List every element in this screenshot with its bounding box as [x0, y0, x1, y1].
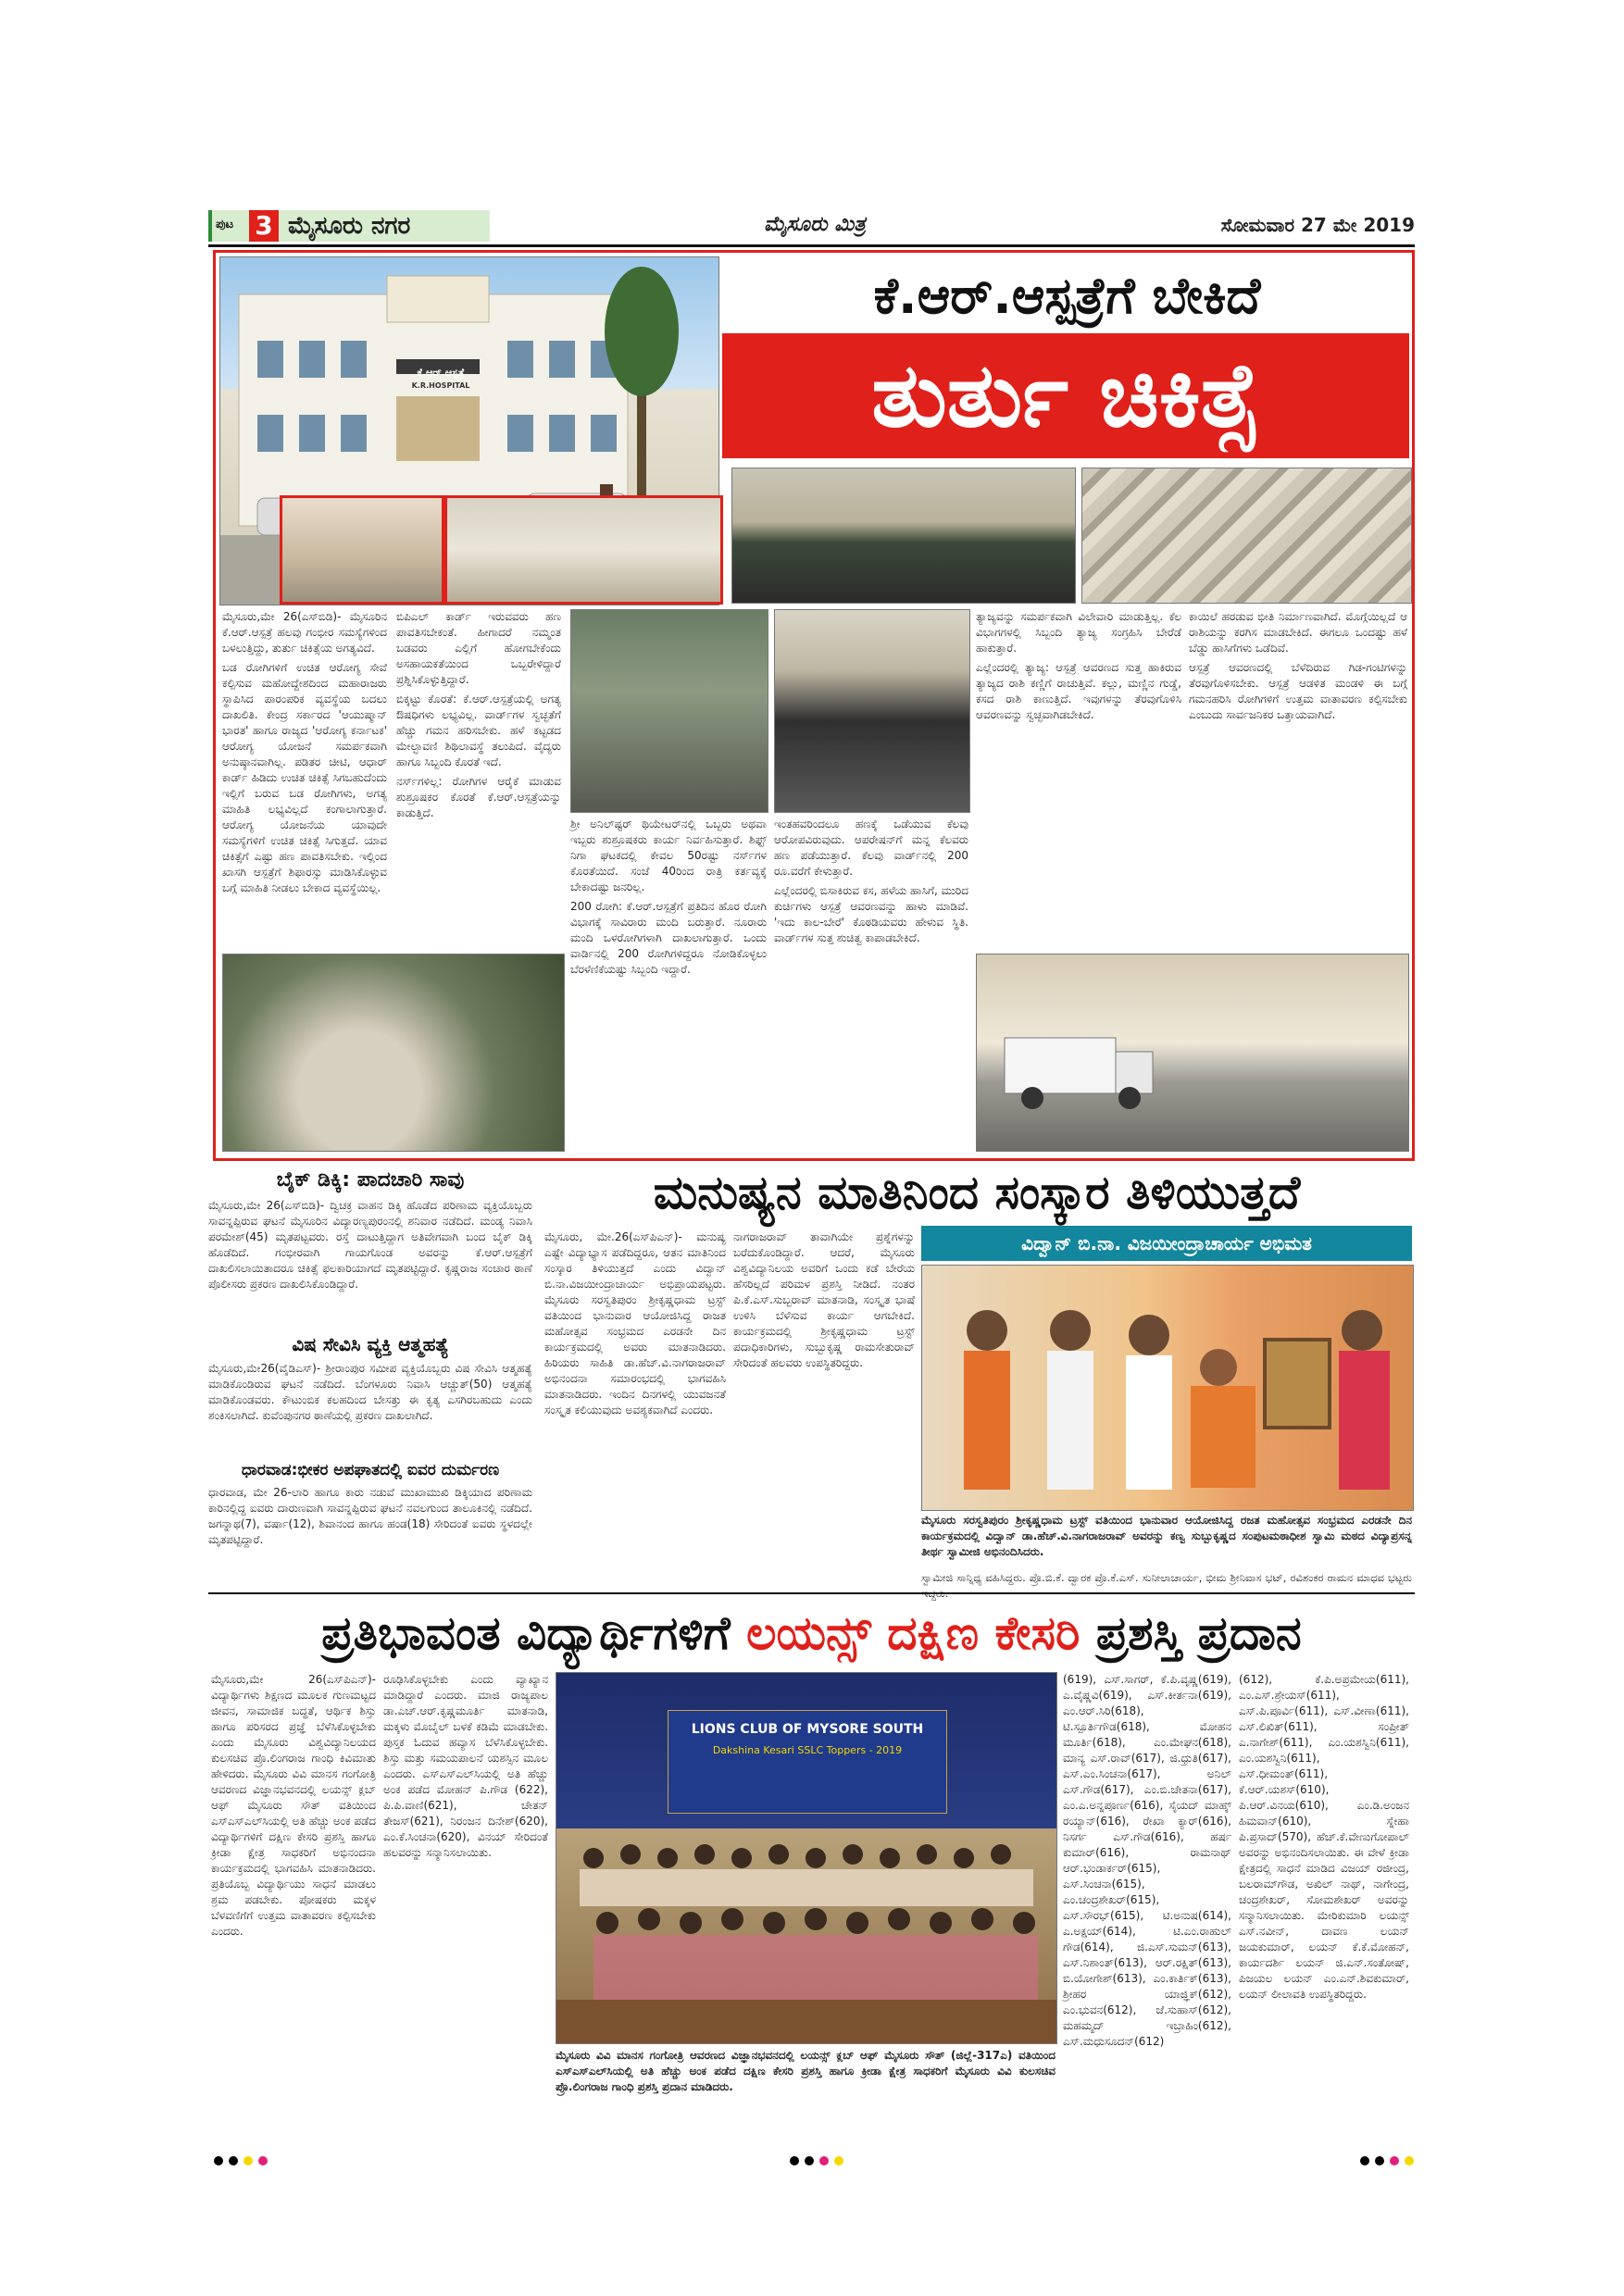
story1-col6 [1189, 609, 1407, 926]
story2-subhead: ವಿದ್ವಾನ್ ಬಿ.ನಾ. ವಿಜಯೀಂದ್ರಾಚಾರ್ಯ ಅಭಿಮತ [921, 1226, 1412, 1261]
story3-headline-part1: ಪ್ರತಿಭಾವಂತ ವಿದ್ಯಾರ್ಥಿಗಳಿಗೆ [321, 1606, 731, 1660]
felicitation-photo [921, 1265, 1414, 1511]
story1-col2 [396, 609, 561, 944]
story1-col4-para1: ಇಂತಹವರಿಂದಲೂ ಹಣಕ್ಕೆ ಒಡೆಯುವ ಕೆಲವು ಆರೋಪವಿರುವುದು. ಆಪರೇಷನ್‌ಗೆ ಮನ್ನ ಕೆಲವರು ಹಣ ಪಡೆಯುತ್ತಾರೆ. ಕೆಲವು ವಾರ್ಡ್‌ನಲ್ಲಿ 200 ರೂ.ವರೆಗೆ ಕೇಳುತ್ತಾರೆ. [774, 817, 968, 878]
story1-col5-para2: ಎಲ್ಲೆಂದರಲ್ಲಿ ತ್ಯಾಜ್ಯ: ಆಸ್ಪತ್ರೆ ಆವರಣದ ಸುತ್ತ ಹಾಕಿರುವ ತ್ಯಾಜ್ಯದ ರಾಶಿ ಕಣ್ಣಿಗೆ ರಾಚುತ್ತಿವೆ. ಕಲ್ಲು, ಮಣ್ಣಿನ ಗುಡ್ಡೆ, ಕಸದ ರಾಶಿ ಕಾಣುತ್ತಿದೆ. ಇವುಗಳನ್ನು ತೆರವುಗೊಳಿಸಿ ಆವರಣವನ್ನು ಸ್ವಚ್ಛವಾಗಿಡಬೇಕಿದೆ. [976, 661, 1181, 721]
students-illustration [556, 1673, 1056, 2043]
story1-col2-para2: ಬಿಕ್ಕಟ್ಟು ಕೊರತೆ: ಕೆ.ಆರ್.ಆಸ್ಪತ್ರೆಯಲ್ಲಿ ಅಗತ್ಯ ಔಷಧಿಗಳು ಲಭ್ಯವಿಲ್ಲ. ವಾರ್ಡ್‌ಗಳ ಸ್ವಚ್ಛತೆಗೆ ಹೆಚ್ಚು ಗಮನ ಹರಿಸಬೇಕು. ಹಳೆ ಕಟ್ಟಡದ ಮೇಲ್ಛಾವಣಿ ಶಿಥಿಲಾವಸ್ಥೆ ತಲುಪಿದೆ. ವೈದ್ಯರು ಹಾಗೂ ಸಿಬ್ಬಂದಿ ಕೊರತೆ ಇದೆ. [396, 693, 561, 768]
rubble-photo [1081, 468, 1412, 604]
mattress-pile-photo [774, 609, 970, 813]
story1-col5-para1: ತ್ಯಾಜ್ಯವನ್ನು ಸಮರ್ಪಕವಾಗಿ ವಿಲೇವಾರಿ ಮಾಡುತ್ತಿಲ್ಲ. ಕೆಲ ವಿಭಾಗಗಳಲ್ಲಿ ಸಿಬ್ಬಂದಿ ತ್ಯಾಜ್ಯ ಸಂಗ್ರಹಿಸಿ ಬೇರೆಡೆ ಹಾಕುತ್ತಾರೆ. [976, 610, 1181, 655]
broken-chairs-photo [570, 609, 768, 813]
story3-headline-part3: ಪ್ರಶಸ್ತಿ ಪ್ರದಾನ [1095, 1606, 1302, 1660]
brief3-title: ಧಾರವಾಡ:ಭೀಕರ ಅಪಘಾತದಲ್ಲಿ ಐವರ ದುರ್ಮರಣ [241, 1461, 500, 1479]
garbage-bags-photo [731, 468, 1076, 604]
brief1-text: ಮೈಸೂರು,ಮೇ 26(ಎಸ್‌ಬಿಡಿ)- ದ್ವಿಚಕ್ರ ವಾಹನ ಡಿಕ್ಕಿ ಹೊಡೆದ ಪರಿಣಾಮ ವ್ಯಕ್ತಿಯೊಬ್ಬರು ಸಾವನ್ನಪ್ಪಿರುವ ಘಟನೆ ಮೈಸೂರಿನ ವಿದ್ಯಾರಣ್ಯಪುರಂನಲ್ಲಿ ಶನಿವಾರ ನಡೆದಿದೆ. ಮಂಡ್ಯ ನಿವಾಸಿ ಪರಮೇಶ್(45) ಮೃತಪಟ್ಟವರು. ರಸ್ತೆ ದಾಟುತ್ತಿದ್ದಾಗ ಅತಿವೇಗವಾಗಿ ಬಂದ ಬೈಕ್ ಡಿಕ್ಕಿ ಹೊಡೆದಿದೆ. ಗಂಭೀರವಾಗಿ ಗಾಯಗೊಂಡ ಅವರನ್ನು ಕೆ.ಆರ್.ಆಸ್ಪತ್ರೆಗೆ ದಾಖಲಿಸಲಾಯಿತಾದರೂ ಚಿಕಿತ್ಸೆ ಫಲಕಾರಿಯಾಗದೆ ಮೃತಪಟ್ಟಿದ್ದಾರೆ. ಕೃಷ್ಣರಾಜ ಸಂಚಾರ ಠಾಣೆ ಪೊಲೀಸರು ಪ್ರಕರಣ ದಾಖಲಿಸಿಕೊಂಡಿದ್ದಾರೆ. [208, 1199, 532, 1291]
story1-col4-para2: ಎಲ್ಲೆಂದರಲ್ಲಿ ಬಿಸಾಕಿರುವ ಕಸ, ಹಳೆಯ ಹಾಸಿಗೆ, ಮುರಿದ ಕುರ್ಚಿಗಳು ಆಸ್ಪತ್ರೆ ಆವರಣವನ್ನು ಹಾಳು ಮಾಡಿವೆ. 'ಇದು ಕಾಲ-ಬೇರೆ' ಕೊಠಡಿಯವರು ಹೇಳುವ ಸ್ಥಿತಿ. ವಾರ್ಡ್‌ಗಳ ಸುತ್ತ ಶುಚಿತ್ವ ಕಾಪಾಡಬೇಕಿದೆ. [774, 884, 968, 944]
story1-col1 [222, 609, 387, 944]
hospital-sign-english: K.R.HOSPITAL [411, 381, 470, 390]
story1-col3-para2: 200 ರೋಗಿ: ಕೆ.ಆರ್.ಆಸ್ಪತ್ರೆಗೆ ಪ್ರತಿದಿನ ಹೊರ ರೋಗಿ ವಿಭಾಗಕ್ಕೆ ಸಾವಿರಾರು ಮಂದಿ ಬರುತ್ತಾರೆ. ನೂರಾರು ಮಂದಿ ಒಳರೋಗಿಗಳಾಗಿ ದಾಖಲಾಗುತ್ತಾರೆ. ಒಂದು ವಾರ್ಡಿನಲ್ಲಿ 200 ರೋಗಿಗಳಿದ್ದರೂ ನೋಡಿಕೊಳ್ಳಲು ಬೆರಳೆಣಿಕೆಯಷ್ಟು ಸಿಬ್ಬಂದಿ ಇದ್ದಾರೆ. [570, 900, 767, 976]
debris-garden-photo [222, 954, 565, 1152]
registration-marks-center [787, 2152, 846, 2169]
story1-col2-para1: ಬಿಪಿಎಲ್ ಕಾರ್ಡ್ ಇರುವವರು ಹಣ ಪಾವತಿಸಬೇಕಂತೆ. ಹೀಗಾದರೆ ನಮ್ಮಂತ ಬಡವರು ಎಲ್ಲಿಗೆ ಹೋಗಬೇಕೆಂದು ಅಸಹಾಯಕತೆಯಿಂದ ಒಬ್ಬರೇಳಿದ್ದಾರೆ ಪ್ರಶ್ನಿಸಿಕೊಳ್ಳುತ್ತಿದ್ದಾರೆ. [396, 610, 561, 686]
page-label: ಪುಟ [216, 218, 234, 231]
masthead-rule [208, 244, 1415, 247]
lions-banner-title: LIONS CLUB OF MYSORE SOUTH [691, 1722, 924, 1737]
lions-banner-line: Dakshina Kesari SSLC Toppers - 2019 [712, 1744, 903, 1756]
story3-col1: ಮೈಸೂರು,ಮೇ 26(ಎಸ್‌ಪಿಎನ್)- ವಿದ್ಯಾರ್ಥಿಗಳು ಶಿಕ್ಷಣದ ಮೂಲಕ ಗುಣಮಟ್ಟದ ಜೀವನ, ಸಾಮಾಜಿಕ ಬದ್ಧತೆ, ಆರ್ಥಿಕ ಶಿಸ್ತು ಹಾಗೂ ಪರಿಸರದ ಪ್ರಜ್ಞೆ ಬೆಳೆಸಿಕೊಳ್ಳಬೇಕು ಎಂದು ಮೈಸೂರು ವಿಶ್ವವಿದ್ಯಾನಿಲಯದ ಕುಲಸಚಿವ ಪ್ರೊ.ಲಿಂಗರಾಜ ಗಾಂಧಿ ಕಿವಿಮಾತು ಹೇಳಿದರು. ಮೈಸೂರು ವಿವಿ ಮಾನಸ ಗಂಗೋತ್ರಿ ಆವರಣದ ವಿಜ್ಞಾನಭವನದಲ್ಲಿ ಲಯನ್ಸ್ ಕ್ಲಬ್ ಆಫ್ ಮೈಸೂರು ಸೌತ್ ವತಿಯಿಂದ ಎಸ್‌ಎಸ್‌ಎಲ್‌ಸಿಯಲ್ಲಿ ಅತಿ ಹೆಚ್ಚು ಅಂಕ ಪಡೆದ ವಿದ್ಯಾರ್ಥಿಗಳಿಗೆ ದಕ್ಷಿಣ ಕೇಸರಿ ಪ್ರಶಸ್ತಿ ಹಾಗೂ ಕ್ರೀಡಾ ಕ್ಷೇತ್ರ ಸಾಧಕರಿಗೆ ಅಭಿನಂದನಾ ಕಾರ್ಯಕ್ರಮದಲ್ಲಿ ಭಾಗವಹಿಸಿ ಮಾತನಾಡಿದರು. ಪ್ರತಿಯೊಬ್ಬ ವಿದ್ಯಾರ್ಥಿಯು ಸಾಧನೆ ಮಾಡಲು ಶ್ರಮ ಪಡಬೇಕು. ಪೋಷಕರು ಮಕ್ಕಳ ಬೆಳವಣಿಗೆಗೆ ಉತ್ತಮ ವಾತಾವರಣ ಕಲ್ಪಿಸಬೇಕು ಎಂದರು. [211, 1673, 376, 1938]
vehicle-courtyard-photo [976, 954, 1409, 1152]
section-title: ಮೈಸೂರು ನಗರ [288, 212, 411, 240]
story1-col6-para1: ಕಾಯಿಲೆ ಹರಡುವ ಭೀತಿ ನಿರ್ಮಾಣವಾಗಿದೆ. ಮೊಗ್ಗೆಯಿಲ್ಲದೆ ಆ ರಾಶಿಯನ್ನು ಕರಗಿಸ ಮಾಡಬೇಕಿದೆ. ಈಗಲೂ ಒಂದಷ್ಟು ಹಳೆ ಬೆಡ್ಡು ಹಾಸಿಗೆಗಳು ಒಡೆದಿವೆ. [1189, 610, 1407, 655]
paper-name: ಮೈಸೂರು ಮಿತ್ರ [764, 212, 866, 236]
story2-col1: ಮೈಸೂರು, ಮೇ.26(ಎಸ್‌ಪಿಎನ್)- ಮನುಷ್ಯ ಎಷ್ಟೇ ವಿದ್ಯಾಭ್ಯಾಸ ಪಡೆದಿದ್ದರೂ, ಆತನ ಮಾತಿನಿಂದ ಸಂಸ್ಕಾರ ತಿಳಿಯುತ್ತದೆ ಎಂದು ವಿದ್ವಾನ್ ಬಿ.ನಾ.ವಿಜಯೀಂದ್ರಾಚಾರ್ಯ ಅಭಿಪ್ರಾಯಪಟ್ಟರು. ಮೈಸೂರು ಸರಸ್ವತಿಪುರಂ ಶ್ರೀಕೃಷ್ಣಧಾಮ ಟ್ರಸ್ಟ್ ವತಿಯಿಂದ ಭಾನುವಾರ ಆಯೋಜಿಸಿದ್ದ ರಾಜತ ಮಹೋತ್ಸವ ಸಂಭ್ರಮದ ಎರಡನೇ ದಿನ ಕಾರ್ಯಕ್ರಮದಲ್ಲಿ ಅವರು ಮಾತನಾಡಿದರು. ಹಿರಿಯರು ಸಾಹಿತಿ ಡಾ.ಹೆಚ್.ವಿ.ನಾಗರಾಜರಾವ್ ಅಭಿನಂದನಾ ಸಮಾರಂಭದಲ್ಲಿ ಭಾಗವಹಿಸಿ ಮಾತನಾಡಿದರು. ಇಂದಿನ ದಿನಗಳಲ್ಲಿ ಯುವಜನತೆ ಸಂಸ್ಕೃತ ಕಲಿಯುವುದು ಅವಶ್ಯಕವಾಗಿದೆ ಎಂದರು. [544, 1230, 726, 1416]
brief2-title: ವಿಷ ಸೇವಿಸಿ ವ್ಯಕ್ತಿ ಆತ್ಮಹತ್ಯೆ [292, 1333, 449, 1355]
story3-photo-caption: ಮೈಸೂರು ವಿವಿ ಮಾನಸ ಗಂಗೋತ್ರಿ ಆವರಣದ ವಿಜ್ಞಾನಭವನದಲ್ಲಿ ಲಯನ್ಸ್ ಕ್ಲಬ್ ಆಫ್ ಮೈಸೂರು ಸೌತ್ (ಜಿಲ್ಲೆ-317ಎ) ವತಿಯಿಂದ ಎಸ್‌ಎಸ್‌ಎಲ್‌ಸಿಯಲ್ಲಿ ಅತಿ ಹೆಚ್ಚು ಅಂಕ ಪಡೆದ ದಕ್ಷಿಣ ಕೇಸರಿ ಪ್ರಶಸ್ತಿ ಹಾಗೂ ಕ್ರೀಡಾ ಕ್ಷೇತ್ರ ಸಾಧಕರಿಗೆ ಮೈಸೂರು ವಿವಿ ಕುಲಸಚಿವ ಪ್ರೊ.ಲಿಂಗರಾಜ ಗಾಂಧಿ ಪ್ರಶಸ್ತಿ ಪ್ರದಾನ ಮಾಡಿದರು. [556, 2049, 1056, 2093]
felicitation-illustration [922, 1266, 1413, 1510]
story1-col2-para3: ನರ್ಸ್‌ಗಳಿಲ್ಲ: ರೋಗಿಗಳ ಆರೈಕೆ ಮಾಡುವ ಶುಶ್ರೂಷಕರ ಕೊರತೆ ಕೆ.ಆರ್.ಆಸ್ಪತ್ರೆಯನ್ನು ಕಾಡುತ್ತಿದೆ. [396, 775, 561, 819]
story1-col6-para2: ಆಸ್ಪತ್ರೆ ಆವರಣದಲ್ಲಿ ಬೆಳೆದಿರುವ ಗಿಡ-ಗಂಟಿಗಳನ್ನು ತೆರವುಗೊಳಿಸಬೇಕು. ಆಸ್ಪತ್ರೆ ಆಡಳಿತ ಮಂಡಳಿ ಈ ಬಗ್ಗೆ ಗಮನಹರಿಸಿ ರೋಗಿಗಳಿಗೆ ಉತ್ತಮ ವಾತಾವರಣ ಕಲ್ಪಿಸಬೇಕು ಎಂಬುದು ಸಾರ್ವಜನಿಕರ ಒತ್ತಾಯವಾಗಿದೆ. [1189, 661, 1407, 721]
story2-photo-caption: ಮೈಸೂರು ಸರಸ್ವತಿಪುರಂ ಶ್ರೀಕೃಷ್ಣಧಾಮ ಟ್ರಸ್ಟ್ ವತಿಯಿಂದ ಭಾನುವಾರ ಆಯೋಜಿಸಿದ್ದ ರಜತ ಮಹೋತ್ಸವ ಸಂಭ್ರಮದ ಎರಡನೇ ದಿನ ಕಾರ್ಯಕ್ರಮದಲ್ಲಿ ವಿದ್ವಾನ್ ಡಾ.ಹೆಚ್.ವಿ.ನಾಗರಾಜರಾವ್ ಅವರನ್ನು ಕಣ್ವ ಸುಬ್ಬುಕೃಷ್ಣದ ಸಂಪುಟಮಠಾಧೀಶ ಸ್ವಾಮಿ ಮಠದ ವಿದ್ಯಾಪ್ರಸನ್ನ ತೀರ್ಥ ಸ್ವಾಮೀಜಿ ಅಭಿನಂದಿಸಿದರು. [921, 1514, 1412, 1558]
story3-col3: (619), ಎಸ್.ಸಾಗರ್, ಕೆ.ಪಿ.ವೃಷ್ಣ(619), ಎ.ವೈಷ್ಣವಿ(619), ಎಸ್.ಕೀರ್ತನಾ(619), ಎಂ.ಆರ್.ಸಿರಿ(618), ಟಿ.ಸ್ಪೂರ್ತಿಗೌಡ(618), ಮೋಹನ ಮೂರ್ತಿ(618), ಎಂ.ಮೇಘನ(618), ಮಾನ್ಯ ಎಸ್.ರಾವ್(617), ಜಿ.ಧ್ರುತಿ(617), ಎಸ್.ಎಂ.ಸಿಂಚನಾ(617), ಅನಿಲ್ ಎಸ್.ಗೌಡ(617), ಎಂ.ಬಿ.ಚೇತನಾ(617), ಎಂ.ಎ.ಅನ್ನಪೂರ್ಣ(616), ಸೈಯದ್ ಮಾಹ್ಕ್‌ ರಯ್ಯಾನ್(616), ರೇಖಾ ಕ್ಯಾರ್(616), ನಿಸರ್ಗ ಎಸ್.ಗೌಡ(616), ಹರ್ಷ ಕುಮಾರ್(616), ರಾಮನಾಥ್ ಆರ್.ಭಂಡಾರ್ಕರ್(615), ಎಸ್.ಸಿಂಚನಾ(615), ಎಂ.ಚಂದ್ರಶೇಖರ್(615), ಎಸ್.ಸೌರಭ್(615), ಟಿ.ಅನುಷ(614), ಎ.ಅಕ್ಷಯ್(614), ಟಿ.ಎಂ.ರಾಹುಲ್ ಗೌಡ(614), ಜಿ.ಎಸ್.ಸುಮನ್(613), ಎಸ್.ನಿಶಾಂತ್(613), ಆರ್.ರಕ್ಷಿತ್(613), ಬಿ.ಯೋಗೇಶ್(613), ಎಂ.ಕಾರ್ತಿಕ್(613), ಶ್ರೀಹರ ಯಾಜ್ಞಿಕ್(612), ಎಂ.ಭುವನ(612), ಜೆ.ಸುಹಾಸ್(612), ಮಹಮ್ಮದ್ ಇಬ್ರಾಹಿಂ(612), ಎಸ್.ಮಧುಸೂದನ್(612) [1063, 1673, 1231, 2048]
truck-illustration [977, 955, 1408, 1151]
hospital-sign-kannada: ಕೆ.ಆರ್.ಆಸ್ಪತ್ರೆ [417, 367, 465, 379]
section-tab [208, 210, 490, 242]
brief2-text: ಮೈಸೂರು,ಮೇ26(ವೈಡಿಎಸ್)- ಶ್ರೀರಾಂಪುರ ಸಮೀಪ ವ್ಯಕ್ತಿಯೊಬ್ಬರು ವಿಷ ಸೇವಿಸಿ ಆತ್ಮಹತ್ಯೆ ಮಾಡಿಕೊಂಡಿರುವ ಘಟನೆ ನಡೆದಿದೆ. ಬೆಂಗಳೂರು ನಿವಾಸಿ ಆಚ್ಚುತ್(50) ಆತ್ಮಹತ್ಯೆ ಮಾಡಿಕೊಂಡವರು. ಕೌಟುಂಬಿಕ ಕಲಹದಿಂದ ಬೇಸತ್ತು ಈ ಕೃತ್ಯ ಎಸಗಿರಬಹುದು ಎಂದು ಶಂಕಿಸಲಾಗಿದೆ. ಕುವೆಂಪುನಗರ ಠಾಣೆಯಲ್ಲಿ ಪ್ರಕರಣ ದಾಖಲಾಗಿದೆ. [208, 1362, 532, 1422]
story3-col4: (612), ಕೆ.ಪಿ.ಅಪ್ರಮೇಯ(611), ಎಂ.ಎಸ್.ಶ್ರೇಯಸ್(611), ಎಸ್.ಪಿ.ಪೂರ್ವಿ(611), ಎಸ್.ವೀಣಾ(611), ಎಸ್.ಲಿಖಿತ್(611), ಸಂಪ್ರೀತ್ ಎ.ನಾಗೇಶ್(611), ಎಂ.ಯಶಸ್ವಿನಿ(611), ಎಂ.ಯಶಸ್ವಿನಿ(611), ಎಸ್.ಧೀಮಂತ್(611), ಕೆ.ಆರ್.ಯಶಸ್(610), ಪಿ.ಆರ್.ವಿನಯ(610), ಎಂ.ಡಿ.ಅಂಜನ ಹಿಮವಾನ್(610), ಸ್ನೇಹಾ ಪಿ.ಪ್ರಸಾದ್(570), ಹೆಚ್.ಕೆ.ವೇಣುಗೋಪಾಲ್ ಅವರನ್ನು ಅಭಿನಂದಿಸಲಾಯಿತು. ಈ ವೇಳೆ ಕ್ರೀಡಾ ಕ್ಷೇತ್ರದಲ್ಲಿ ಸಾಧನೆ ಮಾಡಿದ ವಿಜಯ್ ರಜೀಂದ್ರ, ಬಲರಾಮ್‌ಗೌಡ, ಅಖಿಲ್ ನಾಥ್, ನಾಗೇಂದ್ರ, ಚಂದ್ರಶೇಖರ್, ಸೋಮಶೇಖರ್ ಅವರನ್ನು ಸನ್ಮಾನಿಸಲಾಯಿತು. ಮೇರಿಕುಮಾರಿ ಲಯನ್ಸ್ ಎಸ್.ನವೀನ್, ದಾವಣ ಲಯನ್ ಜಯಕುಮಾರ್, ಲಯನ್ ಕೆ.ಕೆ.ಮೋಹನ್, ಕಾರ್ಯದರ್ಶಿ ಲಯನ್ ಜಿ.ಎನ್.ಸಂತೋಷ್, ಪಿಜಯಲ ಲಯನ್ ಎಂ.ಎನ್.ಶಿವಕುಮಾರ್, ಲಯನ್ ಲೀಲಾವತಿ ಉಪಸ್ಥಿತರಿದ್ದರು. [1239, 1673, 1409, 2001]
story2-bottom-line: ಸ್ವಾಮೀಜಿ ಸಾನ್ನಿಧ್ಯ ವಹಿಸಿದ್ದರು. ಪ್ರೊ.ಬಿ.ಕೆ. ದ್ವಾರಕ ಪ್ರೊ.ಕೆ.ಎಸ್. ಸುನೀಲಾಚಾರ್ಯ, ಭೀಮ ಶ್ರೀನಿವಾಸ ಭಟ್, ರವಿಶಂಕರ ರಾಮನ ಮಾಧವ ಭಟ್ಟರು [921, 1571, 1412, 1584]
story1-headline-top: ಕೆ.ಆರ್.ಆಸ್ಪತ್ರೆಗೆ ಬೇಕಿದೆ [873, 267, 1261, 325]
story2-headline: ಮನುಷ್ಯನ ಮಾತಿನಿಂದ ಸಂಸ್ಕಾರ ತಿಳಿಯುತ್ತದೆ [653, 1166, 1301, 1219]
page-number: 3 [249, 210, 279, 242]
story1-col5 [976, 609, 1181, 947]
issue-date: ಸೋಮವಾರ 27 ಮೇ 2019 [1220, 214, 1415, 236]
registration-marks-left [211, 2152, 270, 2169]
story1-col3 [570, 817, 767, 1150]
story1-headline-main: ತುರ್ತು ಚಿಕಿತ್ಸೆ [722, 333, 1409, 458]
story1-col1-para2: ಬಡ ರೋಗಿಗಳಿಗೆ ಉಚಿತ ಆರೋಗ್ಯ ಸೇವೆ ಕಲ್ಪಿಸುವ ಮಹೋದ್ದೇಶದಿಂದ ಮಹಾರಾಜರು ಸ್ಥಾಪಿಸಿದ ಪಾರಂಪರಿಕ ವ್ಯವಸ್ಥೆಯ ಬದಲು ದಾಖಲಿತಿ. ಕೇಂದ್ರ ಸರ್ಕಾರದ 'ಆಯುಷ್ಮಾನ್ ಭಾರತ' ಹಾಗೂ ರಾಜ್ಯದ 'ಆರೋಗ್ಯ ಕರ್ನಾಟಕ' ಆರೋಗ್ಯ ಯೋಜನೆ ಸಮರ್ಪಕವಾಗಿ ಅನುಷ್ಠಾನವಾಗಿಲ್ಲ. ಪಡಿತರ ಚೀಟಿ, ಆಧಾರ್ ಕಾರ್ಡ್ ಹಿಡಿದು ಉಚಿತ ಚಿಕಿತ್ಸೆ ಸಿಗಬಹುದೆಂದು ಇಲ್ಲಿಗೆ ಬರುವ ಬಡ ರೋಗಿಗಳು, ಅಗತ್ಯ ಮಾಹಿತಿ ಲಭ್ಯವಿಲ್ಲದೆ ಕಂಗಾಲಾಗುತ್ತಾರೆ. ಆರೋಗ್ಯ ಯೋಜನೆಯ ಯಾವುದೇ ಸಮಸ್ಯೆಗಳಿಗೆ ಉಚಿತ ಚಿಕಿತ್ಸೆ ಸಿಗುತ್ತದೆ. ಯಾವ ಚಿಕಿತ್ಸೆಗೆ ಎಷ್ಟು ಹಣ ಪಾವತಿಸಬೇಕು. ಇಲ್ಲಿಂದ ಖಾಸಗಿ ಆಸ್ಪತ್ರೆಗೆ ಶಿಫಾರಸ್ಸು ಮಾಡಿಸಿಕೊಳ್ಳುವ ಬಗ್ಗೆ ಮಾಹಿತಿ ನೀಡಲು ಬೇಕಾದ ವ್ಯವಸ್ಥೆಯಿಲ್ಲ. [222, 661, 387, 894]
story3-headline [208, 1598, 1415, 1668]
story3-headline-part2: ಲಯನ್ಸ್ ದಕ್ಷಿಣ ಕೇಸರಿ [746, 1606, 1081, 1660]
story1-col1-para1: ಮೈಸೂರು,ಮೇ 26(ಎಸ್‌ಬಿಡಿ)- ಮೈಸೂರಿನ ಕೆ.ಆರ್.ಆಸ್ಪತ್ರೆ ಹಲವು ಗಂಭೀರ ಸಮಸ್ಯೆಗಳಿಂದ ಬಳಲುತ್ತಿದ್ದು, ತುರ್ತು ಚಿಕಿತ್ಸೆಯ ಅಗತ್ಯವಿದೆ. [222, 610, 387, 655]
lions-club-group-photo [556, 1672, 1057, 2044]
story1-col3-para1: ಶ್ರೀ ಅನಿಲ್‌ಷ್ಟರ್ ಥಿಯೇಟರ್‌ನಲ್ಲಿ ಒಬ್ಬರು ಅಥವಾ ಇಬ್ಬರು ಶುಶ್ರೂಷಕರು ಕಾರ್ಯ ನಿರ್ವಹಿಸುತ್ತಾರೆ. ಶಿಫ್ಟ್ ನಿಗಾ ಘಟಕದಲ್ಲಿ ಕೇವಲ 50ರಷ್ಟು ನರ್ಸ್‌ಗಳ ಕೊರತೆಯಿದೆ. ಸಂಜೆ 40ರಿಂದ ರಾತ್ರಿ ಕರ್ತವ್ಯಕ್ಕೆ ಬೇಕಾದಷ್ಟು ಜನರಿಲ್ಲ. [570, 817, 767, 893]
story2-col2: ನಾಗರಾಜರಾವ್ ತಾವಾಗಿಯೇ ಪ್ರಶ್ನೆಗಳನ್ನು ಬರೆದುಕೊಂಡಿದ್ದಾರೆ. ಆದರೆ, ಮೈಸೂರು ವಿಶ್ವವಿದ್ಯಾನಿಲಯ ಅವರಿಗೆ ಒಂದು ಕಡೆ ಬೇರೆಯ ಹೆಸರಿಲ್ಲದೆ ಪರಿಮಳ ಪ್ರಶಸ್ತಿ ನೀಡಿದೆ. ನಂತರ ಪಿ.ಕೆ.ಎಸ್.ಸುಬ್ಬರಾವ್ ಮಾತನಾಡಿ, ಸಂಸ್ಕೃತ ಭಾಷೆ ಉಳಿಸಿ ಬೆಳೆಸುವ ಕಾರ್ಯ ಆಗಬೇಕಿದೆ. ಕಾರ್ಯಕ್ರಮದಲ್ಲಿ ಶ್ರೀಕೃಷ್ಣಧಾಮ ಟ್ರಸ್ಟ್ ಪದಾಧಿಕಾರಿಗಳು, ಸುಬ್ಬುಕೃಷ್ಣ ರಾಮಸೇತುರಾವ್ ಸೇರಿದಂತೆ ಹಲವರು ಉಪಸ್ಥಿತರಿದ್ದರು. [733, 1230, 915, 1369]
brief3-text: ಧಾರವಾಡ, ಮೇ 26-ಲಾರಿ ಹಾಗೂ ಕಾರು ನಡುವೆ ಮುಖಾಮುಖಿ ಡಿಕ್ಕಿಯಾದ ಪರಿಣಾಮ ಕಾರಿನಲ್ಲಿದ್ದ ಐವರು ದಾರುಣವಾಗಿ ಸಾವನ್ನಪ್ಪಿರುವ ಘಟನೆ ನವಲಗುಂದ ತಾಲೂಕಿನಲ್ಲಿ ನಡೆದಿದೆ. ಜಗನ್ನಾಥ(7), ವರ್ಷಾ(12), ಶಿವಾನಂದ ಹಾಗೂ ಹಂಡ(18) ಸೇರಿದಂತೆ ಐವರು ಸ್ಥಳದಲ್ಲೇ ಮೃತಪಟ್ಟಿದ್ದಾರೆ. [208, 1486, 532, 1546]
divider-before-story3 [208, 1592, 1415, 1594]
masthead [208, 208, 1415, 243]
inset-photo-left [280, 495, 444, 605]
brief1-title: ಬೈಕ್ ಡಿಕ್ಕಿ: ಪಾದಚಾರಿ ಸಾವು [276, 1168, 465, 1192]
story3-col2: ರೂಢಿಸಿಕೊಳ್ಳಬೇಕು ಎಂದು ವ್ಯಾಖ್ಯಾನ ಮಾಡಿದ್ದಾರೆ ಎಂದರು. ಮಾಜಿ ರಾಜ್ಯಪಾಲ ಡಾ.ಎಚ್.ಆರ್.ಕೃಷ್ಣಮೂರ್ತಿ ಮಾತನಾಡಿ, ಮಕ್ಕಳು ಮೊಬೈಲ್ ಬಳಕೆ ಕಡಿಮೆ ಮಾಡಬೇಕು. ಪುಸ್ತಕ ಓದುವ ಹವ್ಯಾಸ ಬೆಳೆಸಿಕೊಳ್ಳಬೇಕು. ಶಿಸ್ತು ಮತ್ತು ಸಮಯಪಾಲನೆ ಯಶಸ್ಸಿನ ಮೂಲ ಎಂದರು. ಎಸ್‌ಎಸ್‌ಎಲ್‌ಸಿಯಲ್ಲಿ ಅತಿ ಹೆಚ್ಚು ಅಂಕ ಪಡೆದ ಮೋಹನ್ ಪಿ.ಗೌಡ (622), ಪಿ.ಪಿ.ವಾಣಿ(621), ಚೇತನ್ ತೇಜಸ್(621), ನಿರಂಜನ ದಿನೇಶ್(620), ಎಂ.ಕೆ.ಸಿಂಚನಾ(620), ವಿನಯ್ ಸೇರಿದಂತೆ ಹಲವರನ್ನು ಸನ್ಮಾನಿಸಲಾಯಿತು. [383, 1673, 548, 1859]
story1-col4 [774, 817, 968, 1150]
inset-photo-right [444, 495, 723, 605]
registration-marks-right [1357, 2152, 1417, 2169]
